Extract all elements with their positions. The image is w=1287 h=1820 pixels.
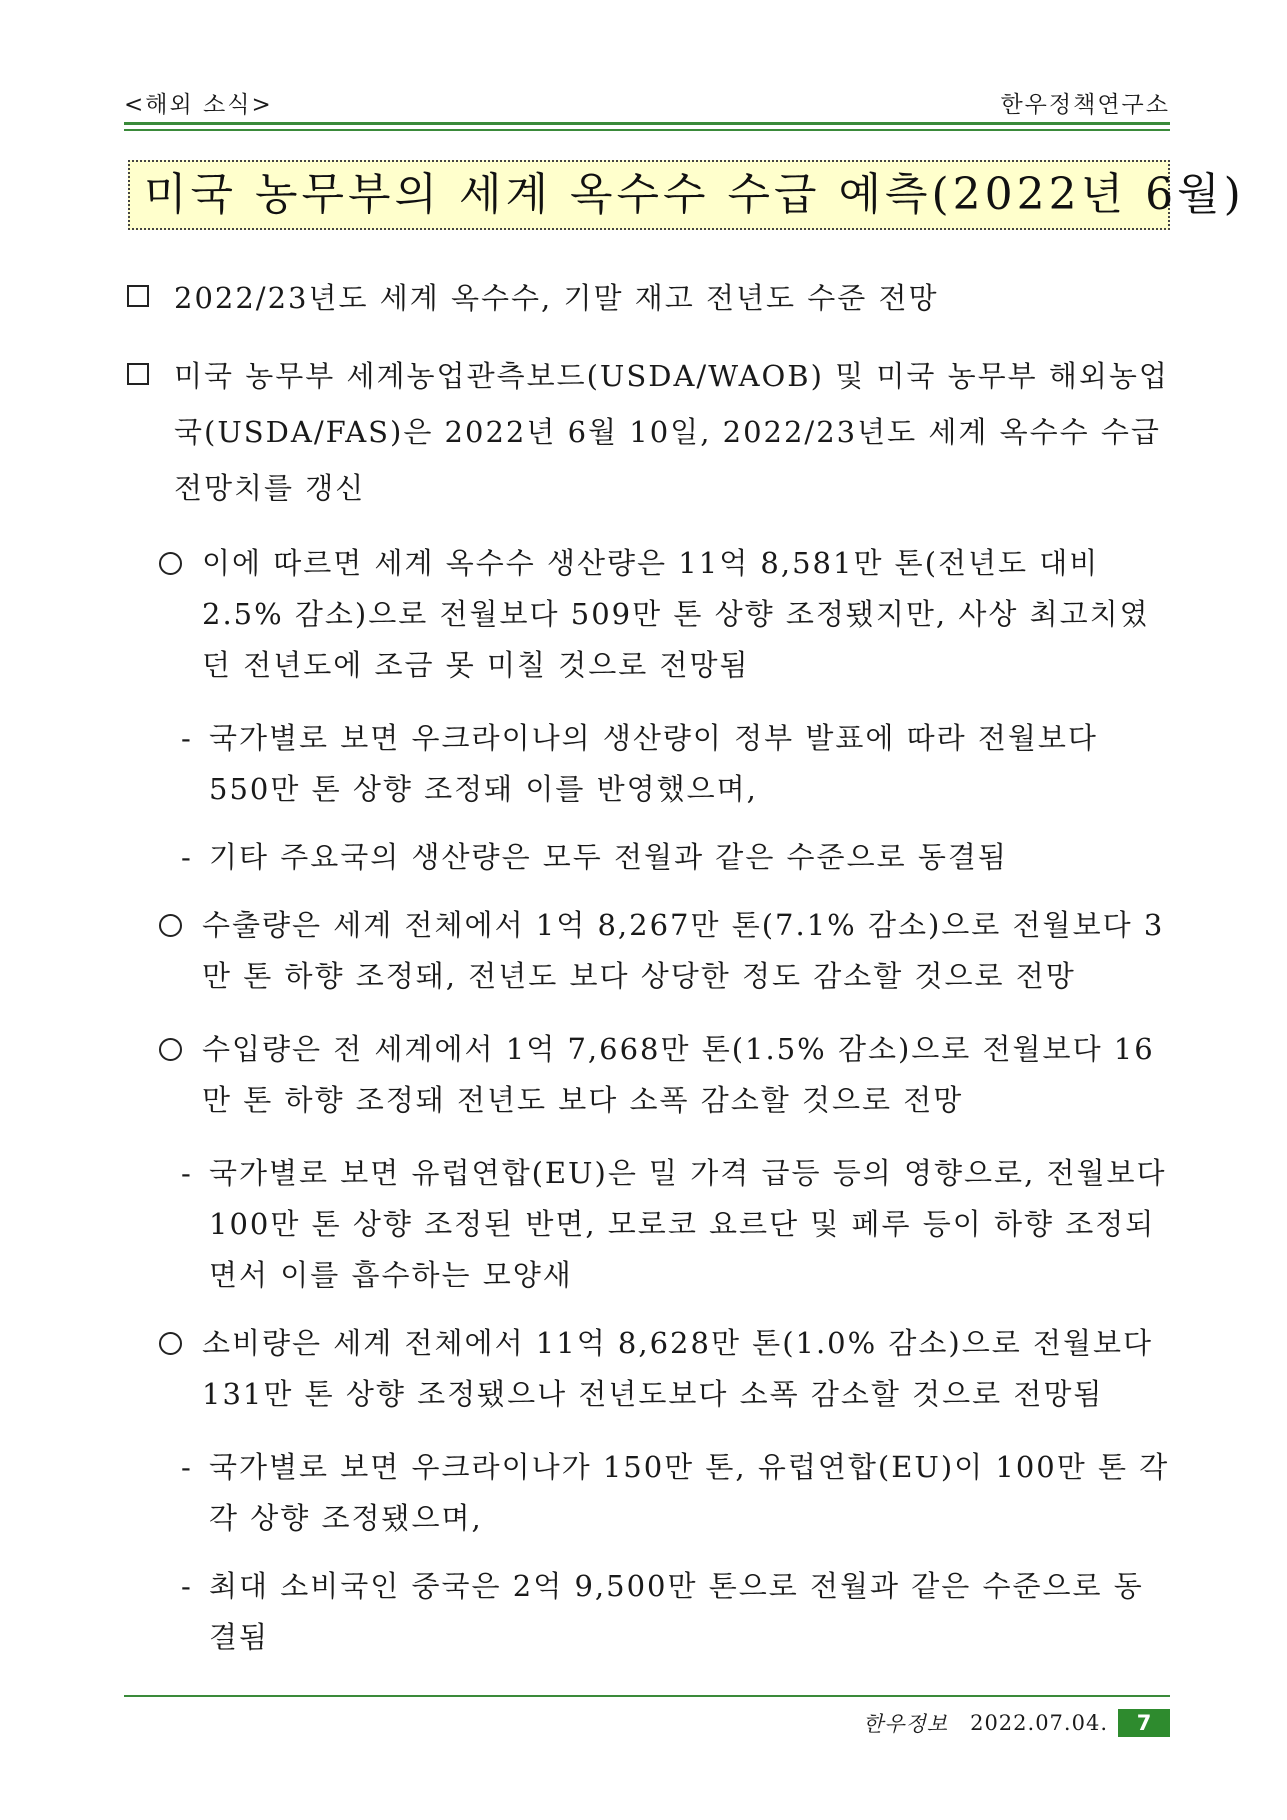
- publication-date: 2022.07.04.: [970, 1711, 1108, 1735]
- page-footer: [863, 1708, 1170, 1738]
- article-title: 미국 농무부의 세계 옥수수 수급 예측(2022년 6월): [128, 160, 1170, 230]
- paragraph-text: 국가별로 보면 우크라이나의 생산량이 정부 발표에 따라 전월보다 550만 톤 상향 조정돼 이를 반영했으며,: [209, 721, 1098, 806]
- paragraph-text: 수입량은 전 세계에서 1억 7,668만 톤(1.5% 감소)으로 전월보다 16만 톤 하향 조정돼 전년도 보다 소폭 감소할 것으로 전망: [202, 1032, 1155, 1117]
- dash-bullet-item: [124, 1561, 1170, 1663]
- paragraph-text: 수출량은 세계 전체에서 1억 8,267만 톤(7.1% 감소)으로 전월보다 3만 톤 하향 조정돼, 전년도 보다 상당한 정도 감소할 것으로 전망: [202, 908, 1165, 993]
- publication-name: 한우정보: [862, 1712, 949, 1736]
- paragraph-text: 국가별로 보면 우크라이나가 150만 톤, 유럽연합(EU)이 100만 톤 각각 상향 조정됐으며,: [209, 1450, 1170, 1535]
- circle-bullet-item: [124, 538, 1170, 691]
- circle-bullet-icon: [159, 1038, 182, 1061]
- circle-bullet-item: [124, 900, 1170, 1002]
- page-number: 7: [1118, 1709, 1170, 1737]
- paragraph-text: 미국 농무부 세계농업관측보드(USDA/WAOB) 및 미국 농무부 해외농업국(USDA/FAS)은 2022년 6월 10일, 2022/23년도 세계 옥수수 수급 전망치를 갱신: [174, 359, 1169, 505]
- dash-bullet-icon: -: [181, 721, 193, 755]
- paragraph-text: 소비량은 세계 전체에서 11억 8,628만 톤(1.0% 감소)으로 전월보다 131만 톤 상향 조정됐으나 전년도보다 소폭 감소할 것으로 전망됨: [202, 1326, 1154, 1411]
- dash-bullet-icon: -: [181, 1450, 193, 1484]
- section-label: <해외 소식>: [124, 92, 273, 118]
- dash-bullet-icon: -: [181, 1156, 193, 1190]
- paragraph-text: 국가별로 보면 유럽연합(EU)은 밀 가격 급등 등의 영향으로, 전월보다 100만 톤 상향 조정된 반면, 모로코 요르단 및 페루 등이 하향 조정되면서 이를 흡수하는 모양새: [209, 1156, 1167, 1292]
- footer-rule: [124, 1695, 1170, 1697]
- dash-bullet-item: [124, 1442, 1170, 1544]
- paragraph-text: 최대 소비국인 중국은 2억 9,500만 톤으로 전월과 같은 수준으로 동결됨: [209, 1569, 1144, 1654]
- circle-bullet-item: [124, 1024, 1170, 1126]
- article-body: [124, 270, 1170, 1680]
- header-rule-thin: [124, 129, 1170, 131]
- circle-bullet-icon: [159, 552, 182, 575]
- dash-bullet-icon: -: [181, 840, 193, 874]
- square-bullet-icon: [127, 363, 149, 385]
- paragraph-text: 이에 따르면 세계 옥수수 생산량은 11억 8,581만 톤(전년도 대비 2.5% 감소)으로 전월보다 509만 톤 상향 조정됐지만, 사상 최고치였던 전년도에 조금 못 미칠 것으로 전망됨: [202, 546, 1150, 682]
- organization-name: 한우정책연구소: [1000, 92, 1170, 118]
- square-bullet-item: [124, 270, 1170, 326]
- circle-bullet-icon: [159, 914, 182, 937]
- dash-bullet-icon: -: [181, 1569, 193, 1603]
- paragraph-text: 2022/23년도 세계 옥수수, 기말 재고 전년도 수준 전망: [174, 281, 939, 315]
- dash-bullet-item: [124, 832, 1170, 883]
- square-bullet-icon: [127, 285, 149, 307]
- header-rule-thick: [124, 122, 1170, 125]
- circle-bullet-item: [124, 1318, 1170, 1420]
- paragraph-text: 기타 주요국의 생산량은 모두 전월과 같은 수준으로 동결됨: [209, 840, 1008, 874]
- dash-bullet-item: [124, 713, 1170, 815]
- circle-bullet-icon: [159, 1332, 182, 1355]
- dash-bullet-item: [124, 1148, 1170, 1301]
- square-bullet-item: [124, 348, 1170, 516]
- page-header: [124, 86, 1170, 122]
